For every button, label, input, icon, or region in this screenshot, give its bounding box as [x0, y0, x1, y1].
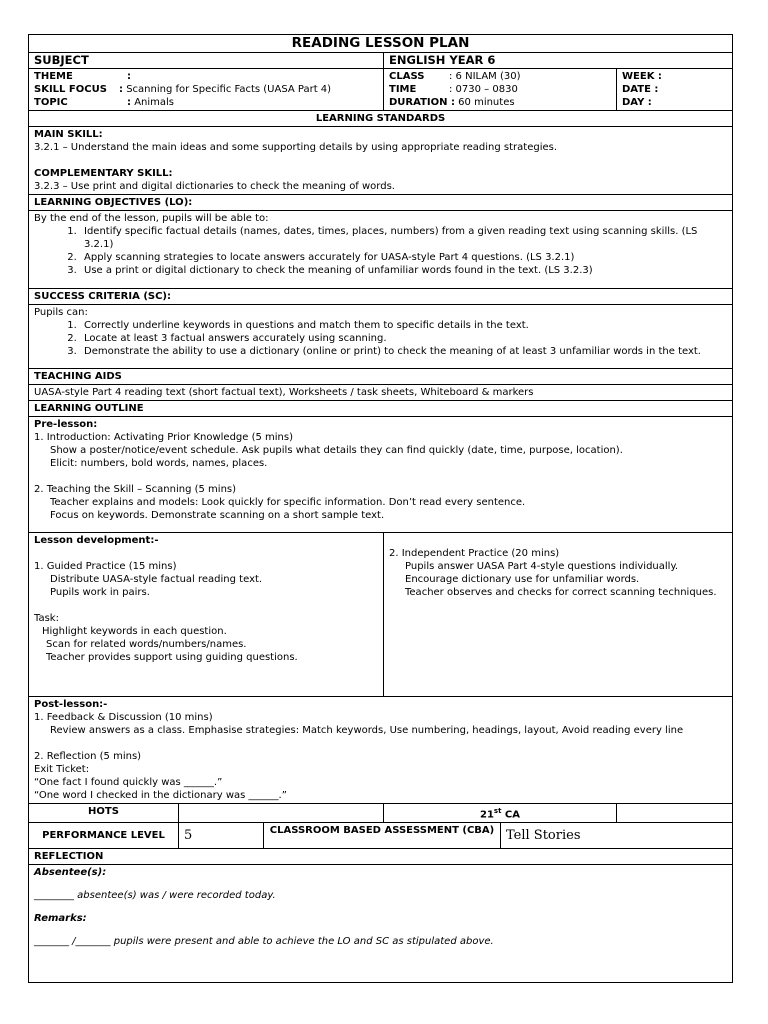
- lo-heading: LEARNING OBJECTIVES (LO):: [29, 195, 733, 211]
- topic-value: Animals: [134, 97, 175, 108]
- skill-focus-label: SKILL FOCUS: [34, 84, 107, 95]
- page-title: READING LESSON PLAN: [29, 35, 733, 53]
- week-block: [617, 69, 733, 111]
- complementary-skill-label: COMPLEMENTARY SKILL:: [34, 168, 173, 179]
- absentee-text: ________ absentee(s) was / were recorded today.: [34, 890, 276, 902]
- pre-lesson-label: Pre-lesson:: [34, 419, 98, 430]
- time-label: TIME: [389, 84, 417, 95]
- task-label: Task:: [34, 613, 59, 624]
- ca21-value: [617, 804, 733, 823]
- main-skill-text: 3.2.1 – Understand the main ideas and some supporting details by using appropriate reading strategies.: [34, 142, 558, 153]
- independent-practice-text-c: Teacher observes and checks for correct scanning techniques.: [405, 587, 717, 598]
- week-label: WEEK :: [622, 71, 662, 82]
- remarks-label: Remarks:: [34, 913, 87, 925]
- pre-step-2-text-b: Focus on keywords. Demonstrate scanning on a short sample text.: [50, 510, 385, 521]
- duration-value: 60 minutes: [458, 97, 515, 108]
- cba-label: CLASSROOM BASED ASSESSMENT (CBA): [264, 823, 501, 849]
- lo-intro: By the end of the lesson, pupils will be able to:: [34, 213, 269, 224]
- pre-lesson-block: [29, 417, 733, 533]
- lo-item: 2. Apply scanning strategies to locate answers accurately for UASA-style Part 4 questions. (LS 3.2.1): [80, 251, 727, 264]
- guided-practice-text-b: Pupils work in pairs.: [50, 587, 150, 598]
- post-step-2-title: 2. Reflection (5 mins): [34, 751, 142, 762]
- teaching-aids-text: UASA-style Part 4 reading text (short factual text), Worksheets / task sheets, Whiteboard & markers: [29, 385, 733, 401]
- cba-value: Tell Stories: [501, 823, 733, 849]
- learning-standards-heading: LEARNING STANDARDS: [29, 111, 733, 127]
- exit-ticket-line-2: “One word I checked in the dictionary was ______.”: [34, 790, 287, 801]
- duration-label: DURATION :: [389, 97, 455, 108]
- reflection-heading: REFLECTION: [29, 849, 733, 865]
- class-value: : 6 NILAM (30): [449, 71, 521, 82]
- development-left: [29, 533, 384, 697]
- guided-practice-title: 1. Guided Practice (15 mins): [34, 561, 177, 572]
- reflection-block: [29, 865, 733, 983]
- pre-step-2-text-a: Teacher explains and models: Look quickly for specific information. Don’t read every sentence.: [50, 497, 526, 508]
- day-label: DAY :: [622, 97, 652, 108]
- sc-item: 3. Demonstrate the ability to use a dictionary (online or print) to check the meaning of at least 3 unfamiliar words in the text.: [80, 345, 727, 358]
- class-label: CLASS: [389, 71, 425, 82]
- theme-block: [29, 69, 384, 111]
- guided-practice-text-a: Distribute UASA-style factual reading text.: [50, 574, 263, 585]
- subject-label: SUBJECT: [29, 53, 384, 69]
- main-skill-label: MAIN SKILL:: [34, 129, 103, 140]
- hots-label: HOTS: [29, 804, 179, 823]
- topic-label: TOPIC: [34, 97, 68, 108]
- ca21-number: 21: [480, 809, 494, 821]
- task-text-a: Highlight keywords in each question.: [42, 626, 227, 637]
- lesson-plan-table: [28, 34, 733, 983]
- sc-intro: Pupils can:: [34, 307, 88, 318]
- class-block: [384, 69, 617, 111]
- performance-level-label: PERFORMANCE LEVEL: [29, 823, 179, 849]
- post-lesson-label: Post-lesson:-: [34, 699, 108, 710]
- post-step-1-text: Review answers as a class. Emphasise strategies: Match keywords, Use numbering, headings, layout, Avoid reading every line: [50, 725, 684, 736]
- ca21-label: [384, 804, 617, 823]
- sc-block: [29, 305, 733, 369]
- hots-value: [179, 804, 384, 823]
- time-value: : 0730 – 0830: [449, 84, 518, 95]
- learning-outline-heading: LEARNING OUTLINE: [29, 401, 733, 417]
- skills-block: [29, 127, 733, 195]
- theme-sep: :: [127, 71, 131, 82]
- skill-focus-value: Scanning for Specific Facts (UASA Part 4): [126, 84, 332, 95]
- independent-practice-text-b: Encourage dictionary use for unfamiliar words.: [405, 574, 640, 585]
- development-label: Lesson development:-: [34, 535, 159, 546]
- ca21-sup: st: [493, 807, 502, 815]
- sc-item: 2. Locate at least 3 factual answers accurately using scanning.: [80, 332, 727, 345]
- pre-step-1-text-b: Elicit: numbers, bold words, names, places.: [50, 458, 268, 469]
- theme-label: THEME: [34, 71, 73, 82]
- remarks-text: _______ /_______ pupils were present and able to achieve the LO and SC as stipulated above.: [34, 936, 494, 948]
- subject-value: ENGLISH YEAR 6: [384, 53, 733, 69]
- independent-practice-title: 2. Independent Practice (20 mins): [389, 548, 560, 559]
- lesson-plan-page: [28, 34, 732, 983]
- independent-practice-text-a: Pupils answer UASA Part 4-style questions individually.: [405, 561, 679, 572]
- absentee-label: Absentee(s):: [34, 867, 107, 879]
- task-text-b: Scan for related words/numbers/names.: [46, 639, 247, 650]
- task-text-c: Teacher provides support using guiding questions.: [46, 652, 298, 663]
- ca21-suffix: CA: [501, 809, 520, 821]
- post-lesson-block: [29, 697, 733, 804]
- development-right: [384, 533, 733, 697]
- topic-sep: :: [127, 97, 131, 108]
- lo-item: 3. Use a print or digital dictionary to check the meaning of unfamiliar words found in the text. (LS 3.2.3): [80, 264, 727, 277]
- pre-step-1-title: 1. Introduction: Activating Prior Knowledge (5 mins): [34, 432, 294, 443]
- lo-block: [29, 211, 733, 289]
- teaching-aids-heading: TEACHING AIDS: [29, 369, 733, 385]
- exit-ticket-label: Exit Ticket:: [34, 764, 90, 775]
- sc-item: 1. Correctly underline keywords in questions and match them to specific details in the text.: [80, 319, 727, 332]
- complementary-skill-text: 3.2.3 – Use print and digital dictionaries to check the meaning of words.: [34, 181, 395, 192]
- pre-step-2-title: 2. Teaching the Skill – Scanning (5 mins): [34, 484, 237, 495]
- sc-heading: SUCCESS CRITERIA (SC):: [29, 289, 733, 305]
- date-label: DATE :: [622, 84, 659, 95]
- pre-step-1-text-a: Show a poster/notice/event schedule. Ask pupils what details they can find quickly (date, time, purpose, location).: [50, 445, 623, 456]
- performance-level-value: 5: [179, 823, 264, 849]
- skill-focus-sep: :: [119, 84, 123, 95]
- post-step-1-title: 1. Feedback & Discussion (10 mins): [34, 712, 213, 723]
- lo-item: 1. Identify specific factual details (names, dates, times, places, numbers) from a given reading text using scanning skills. (LS 3.2.1): [80, 225, 727, 251]
- exit-ticket-line-1: “One fact I found quickly was ______.”: [34, 777, 223, 788]
